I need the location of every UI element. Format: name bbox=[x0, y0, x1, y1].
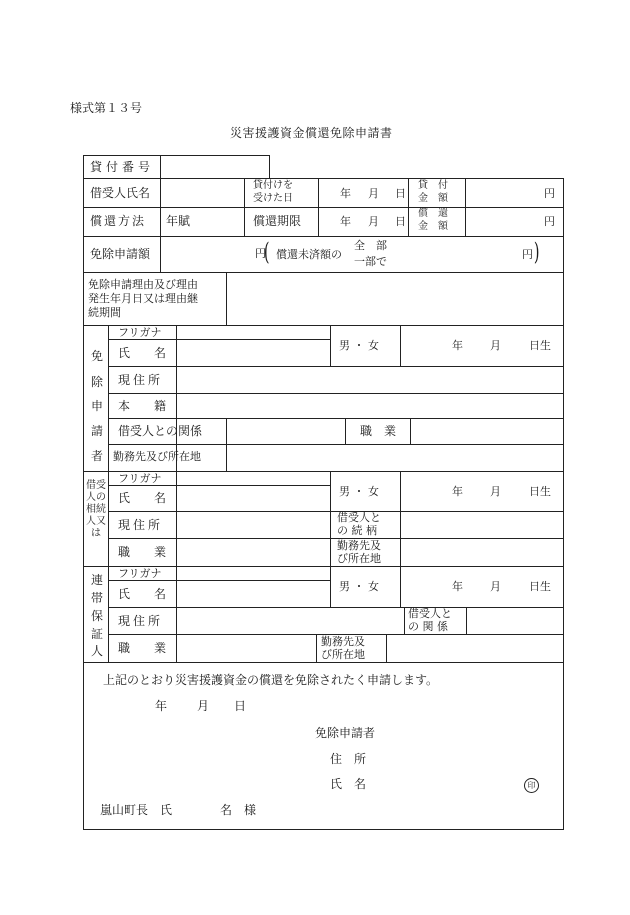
declaration-date-year: 年 bbox=[155, 699, 168, 713]
guarantor-occupation-label: 職 業 bbox=[118, 641, 167, 655]
applicant-gender[interactable]: 男 ・ 女 bbox=[339, 339, 379, 352]
reason-label-line3: 続期間 bbox=[88, 306, 121, 319]
repayment-method-value: 年賦 bbox=[166, 214, 191, 228]
guarantor-gender[interactable]: 男 ・ 女 bbox=[339, 580, 379, 593]
heir-furigana-label: フリガナ bbox=[118, 472, 162, 485]
loan-amount-yen: 円 bbox=[544, 187, 555, 200]
applicant-name-label: 氏 名 bbox=[118, 346, 167, 360]
heir-relation-label-line2: の 続 柄 bbox=[337, 524, 377, 537]
loan-date-month: 月 bbox=[368, 187, 379, 200]
repaid-amount-label-line1: 償 還 bbox=[418, 208, 448, 219]
declaration-name-label: 氏 名 bbox=[330, 777, 367, 791]
repayment-period-year: 年 bbox=[340, 215, 351, 228]
applicant-birth-year: 年 bbox=[452, 339, 463, 352]
applicant-group-char-1: 免 bbox=[91, 349, 104, 363]
applicant-address-field[interactable] bbox=[178, 368, 562, 392]
heir-workplace-label-line1: 勤務先及 bbox=[337, 539, 381, 552]
heir-workplace-label-line2: び所在地 bbox=[337, 552, 381, 565]
repayment-period-day: 日 bbox=[395, 215, 406, 228]
heir-address-field[interactable] bbox=[178, 513, 328, 536]
document-title: 災害援護資金償還免除申請書 bbox=[230, 126, 393, 140]
declaration-addressee: 嵐山町長 氏 名 様 bbox=[100, 803, 257, 817]
reason-label-line2: 発生年月日又は理由継 bbox=[88, 292, 198, 305]
form-number: 様式第１３号 bbox=[70, 101, 143, 115]
declaration-statement: 上記のとおり災害援護資金の償還を免除されたく申請します。 bbox=[103, 673, 439, 687]
declaration-address-label: 住 所 bbox=[330, 752, 367, 766]
applicant-birth-month: 月 bbox=[490, 339, 501, 352]
guarantor-workplace-label-line1: 勤務先及 bbox=[321, 635, 365, 648]
guarantor-group-char-4: 証 bbox=[91, 627, 104, 641]
repayment-method-label: 償還方法 bbox=[90, 214, 147, 228]
heir-birth-day: 日生 bbox=[529, 485, 551, 498]
loan-date-label-line1: 貸付けを bbox=[253, 180, 293, 191]
heir-group-label: 借受人の相続人又は bbox=[86, 480, 106, 539]
applicant-group-char-3: 申 bbox=[91, 399, 104, 413]
loan-amount-label-line1: 貸 付 bbox=[418, 180, 448, 191]
applicant-group-char-5: 者 bbox=[91, 449, 104, 463]
guarantor-address-label: 現住所 bbox=[118, 614, 164, 628]
repayment-period-label: 償還期限 bbox=[253, 214, 302, 228]
guarantor-relation-label-line2: の 関 係 bbox=[408, 620, 448, 633]
guarantor-group-char-2: 帯 bbox=[91, 591, 104, 605]
open-paren: ( bbox=[263, 238, 270, 266]
guarantor-name-field[interactable] bbox=[178, 582, 328, 605]
declaration-date-month: 月 bbox=[197, 699, 210, 713]
heir-relation-label-line1: 借受人と bbox=[337, 511, 381, 524]
exemption-amount-label: 免除申請額 bbox=[90, 247, 151, 261]
heir-name-field[interactable] bbox=[178, 487, 328, 509]
applicant-workplace-label: 勤務先及び所在地 bbox=[113, 450, 201, 463]
heir-name-label: 氏 名 bbox=[118, 491, 167, 505]
heir-occupation-field[interactable] bbox=[178, 540, 328, 564]
repaid-amount-yen: 円 bbox=[544, 215, 555, 228]
applicant-birth-day: 日生 bbox=[529, 339, 551, 352]
loan-date-year: 年 bbox=[340, 187, 351, 200]
loan-date-day: 日 bbox=[395, 187, 406, 200]
applicant-relation-field[interactable] bbox=[228, 420, 344, 442]
unpaid-partial: 一部で bbox=[354, 255, 387, 268]
guarantor-birth-month: 月 bbox=[490, 580, 501, 593]
heir-address-label: 現住所 bbox=[118, 518, 164, 532]
guarantor-birth-year: 年 bbox=[452, 580, 463, 593]
guarantor-furigana-label: フリガナ bbox=[118, 567, 162, 580]
unpaid-all: 全 部 bbox=[354, 239, 387, 252]
heir-gender[interactable]: 男 ・ 女 bbox=[339, 485, 379, 498]
heir-workplace-field[interactable] bbox=[402, 540, 562, 564]
seal-mark: 印 bbox=[524, 778, 539, 793]
guarantor-occupation-field[interactable] bbox=[178, 636, 314, 660]
declaration-applicant-title: 免除申請者 bbox=[315, 726, 376, 740]
declaration-date-day: 日 bbox=[234, 699, 247, 713]
repaid-amount-label-line2: 金 額 bbox=[418, 221, 448, 232]
guarantor-relation-label-line1: 借受人と bbox=[408, 607, 452, 620]
applicant-occupation-field[interactable] bbox=[412, 420, 562, 442]
loan-amount-label-line2: 金 額 bbox=[418, 193, 448, 204]
guarantor-birth-day: 日生 bbox=[529, 580, 551, 593]
applicant-domicile-label: 本 籍 bbox=[118, 399, 167, 413]
applicant-furigana-label: フリガナ bbox=[118, 326, 162, 339]
unpaid-prefix: 償還未済額の bbox=[276, 248, 342, 261]
unpaid-yen: 円 bbox=[522, 248, 533, 261]
borrower-name-label: 借受人氏名 bbox=[90, 186, 151, 200]
guarantor-relation-field[interactable] bbox=[468, 609, 562, 632]
guarantor-group-char-3: 保 bbox=[91, 609, 104, 623]
close-paren: ) bbox=[533, 238, 540, 266]
exemption-amount-yen: 円 bbox=[255, 247, 266, 260]
heir-relation-field[interactable] bbox=[402, 513, 562, 536]
heir-birth-month: 月 bbox=[490, 485, 501, 498]
applicant-occupation-label: 職 業 bbox=[360, 424, 397, 438]
loan-number-label: 貸付番号 bbox=[90, 160, 155, 174]
guarantor-group-char-1: 連 bbox=[91, 573, 104, 587]
guarantor-workplace-field[interactable] bbox=[388, 636, 562, 660]
heir-occupation-label: 職 業 bbox=[118, 545, 167, 559]
applicant-address-label: 現住所 bbox=[118, 373, 164, 387]
applicant-domicile-field[interactable] bbox=[178, 395, 562, 417]
applicant-group-char-4: 請 bbox=[91, 424, 104, 438]
guarantor-group-char-5: 人 bbox=[91, 644, 104, 658]
reason-field[interactable] bbox=[228, 274, 562, 323]
borrower-name-field[interactable] bbox=[162, 180, 242, 206]
applicant-group-char-2: 除 bbox=[91, 375, 104, 389]
reason-label-line1: 免除申請理由及び理由 bbox=[88, 278, 198, 291]
guarantor-workplace-label-line2: び所在地 bbox=[321, 648, 365, 661]
heir-birth-year: 年 bbox=[452, 485, 463, 498]
loan-date-label-line2: 受けた日 bbox=[253, 193, 293, 204]
loan-number-field[interactable] bbox=[162, 157, 268, 177]
applicant-workplace-field[interactable] bbox=[228, 446, 562, 469]
applicant-relation-label: 借受人との関係 bbox=[118, 424, 203, 438]
repayment-period-month: 月 bbox=[368, 215, 379, 228]
guarantor-name-label: 氏 名 bbox=[118, 587, 167, 601]
applicant-name-field[interactable] bbox=[178, 341, 328, 365]
guarantor-address-field[interactable] bbox=[178, 609, 402, 632]
